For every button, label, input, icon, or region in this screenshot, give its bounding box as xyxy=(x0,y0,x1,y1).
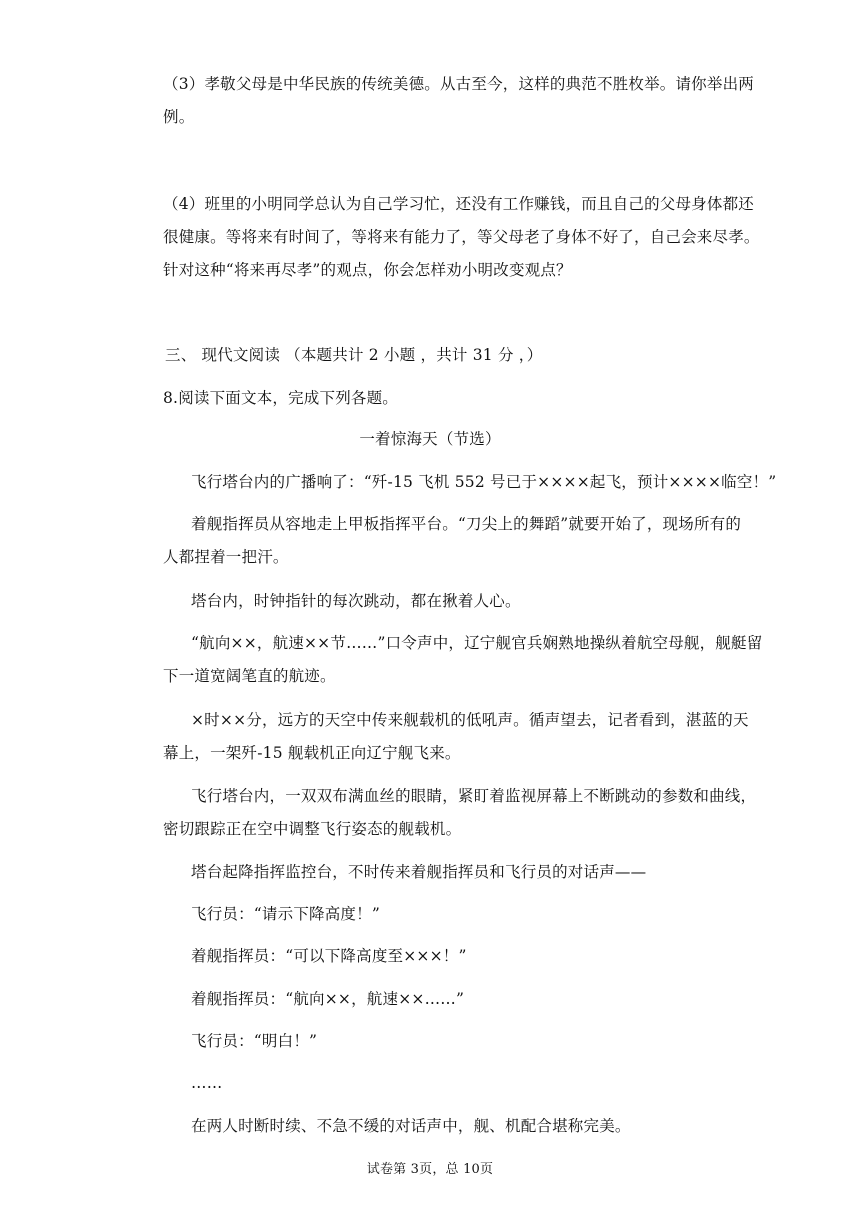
article-ellipsis: …… xyxy=(191,1074,223,1092)
question-4-line-2: 很健康。等将来有时间了，等将来有能力了，等父母老了身体不好了，自己会来尽孝。 xyxy=(163,228,760,246)
article-paragraph-continuation: 人都捏着一把汗。 xyxy=(163,548,289,566)
article-paragraph-continuation: 幕上，一架歼-15 舰载机正向辽宁舰飞来。 xyxy=(163,744,461,762)
article-paragraph: 塔台起降指挥监控台，不时传来着舰指挥员和飞行员的对话声—— xyxy=(191,863,647,881)
article-paragraph-continuation: 下一道宽阔笔直的航迹。 xyxy=(163,667,336,685)
article-paragraph: 塔台内，时钟指针的每次跳动，都在揪着人心。 xyxy=(191,592,521,610)
question-8-instruction: 8.阅读下面文本，完成下列各题。 xyxy=(163,389,398,407)
section-heading: 三、 现代文阅读 （本题共计 2 小题 ，共计 31 分 ，） xyxy=(165,346,543,364)
article-dialogue-line: 着舰指挥员：“可以下降高度至×××！” xyxy=(191,947,467,965)
article-paragraph: 飞行塔台内的广播响了：“歼-15 飞机 552 号已于××××起飞，预计××××临空！” xyxy=(191,473,777,491)
article-paragraph: “航向××，航速××节……”口令声中，辽宁舰官兵娴熟地操纵着航空母舰，舰艇留 xyxy=(191,634,763,652)
question-3-line-2: 例。 xyxy=(163,108,195,126)
page-footer: 试卷第 3页，总 10页 xyxy=(366,1162,494,1177)
article-paragraph-continuation: 密切跟踪正在空中调整飞行姿态的舰载机。 xyxy=(163,820,462,838)
article-paragraph: 在两人时断时续、不急不缓的对话声中，舰、机配合堪称完美。 xyxy=(191,1117,631,1135)
question-3-line-1: （3）孝敬父母是中华民族的传统美德。从古至今，这样的典范不胜枚举。请你举出两 xyxy=(163,75,754,93)
article-paragraph: ×时××分，远方的天空中传来舰载机的低吼声。循声望去，记者看到，湛蓝的天 xyxy=(191,711,749,729)
article-title: 一着惊海天（节选） xyxy=(359,430,501,448)
article-paragraph: 飞行塔台内，一双双布满血丝的眼睛，紧盯着监视屏幕上不断跳动的参数和曲线， xyxy=(191,787,757,805)
question-4-line-1: （4）班里的小明同学总认为自己学习忙，还没有工作赚钱，而且自己的父母身体都还 xyxy=(163,195,754,213)
article-dialogue-line: 飞行员：“请示下降高度！” xyxy=(191,905,380,923)
article-dialogue-line: 飞行员：“明白！” xyxy=(191,1032,318,1050)
question-4-line-3: 针对这种“将来再尽孝”的观点，你会怎样劝小明改变观点？ xyxy=(163,261,572,279)
article-paragraph: 着舰指挥员从容地走上甲板指挥平台。“刀尖上的舞蹈”就要开始了，现场所有的 xyxy=(191,515,742,533)
article-dialogue-line: 着舰指挥员：“航向××，航速××……” xyxy=(191,990,465,1008)
